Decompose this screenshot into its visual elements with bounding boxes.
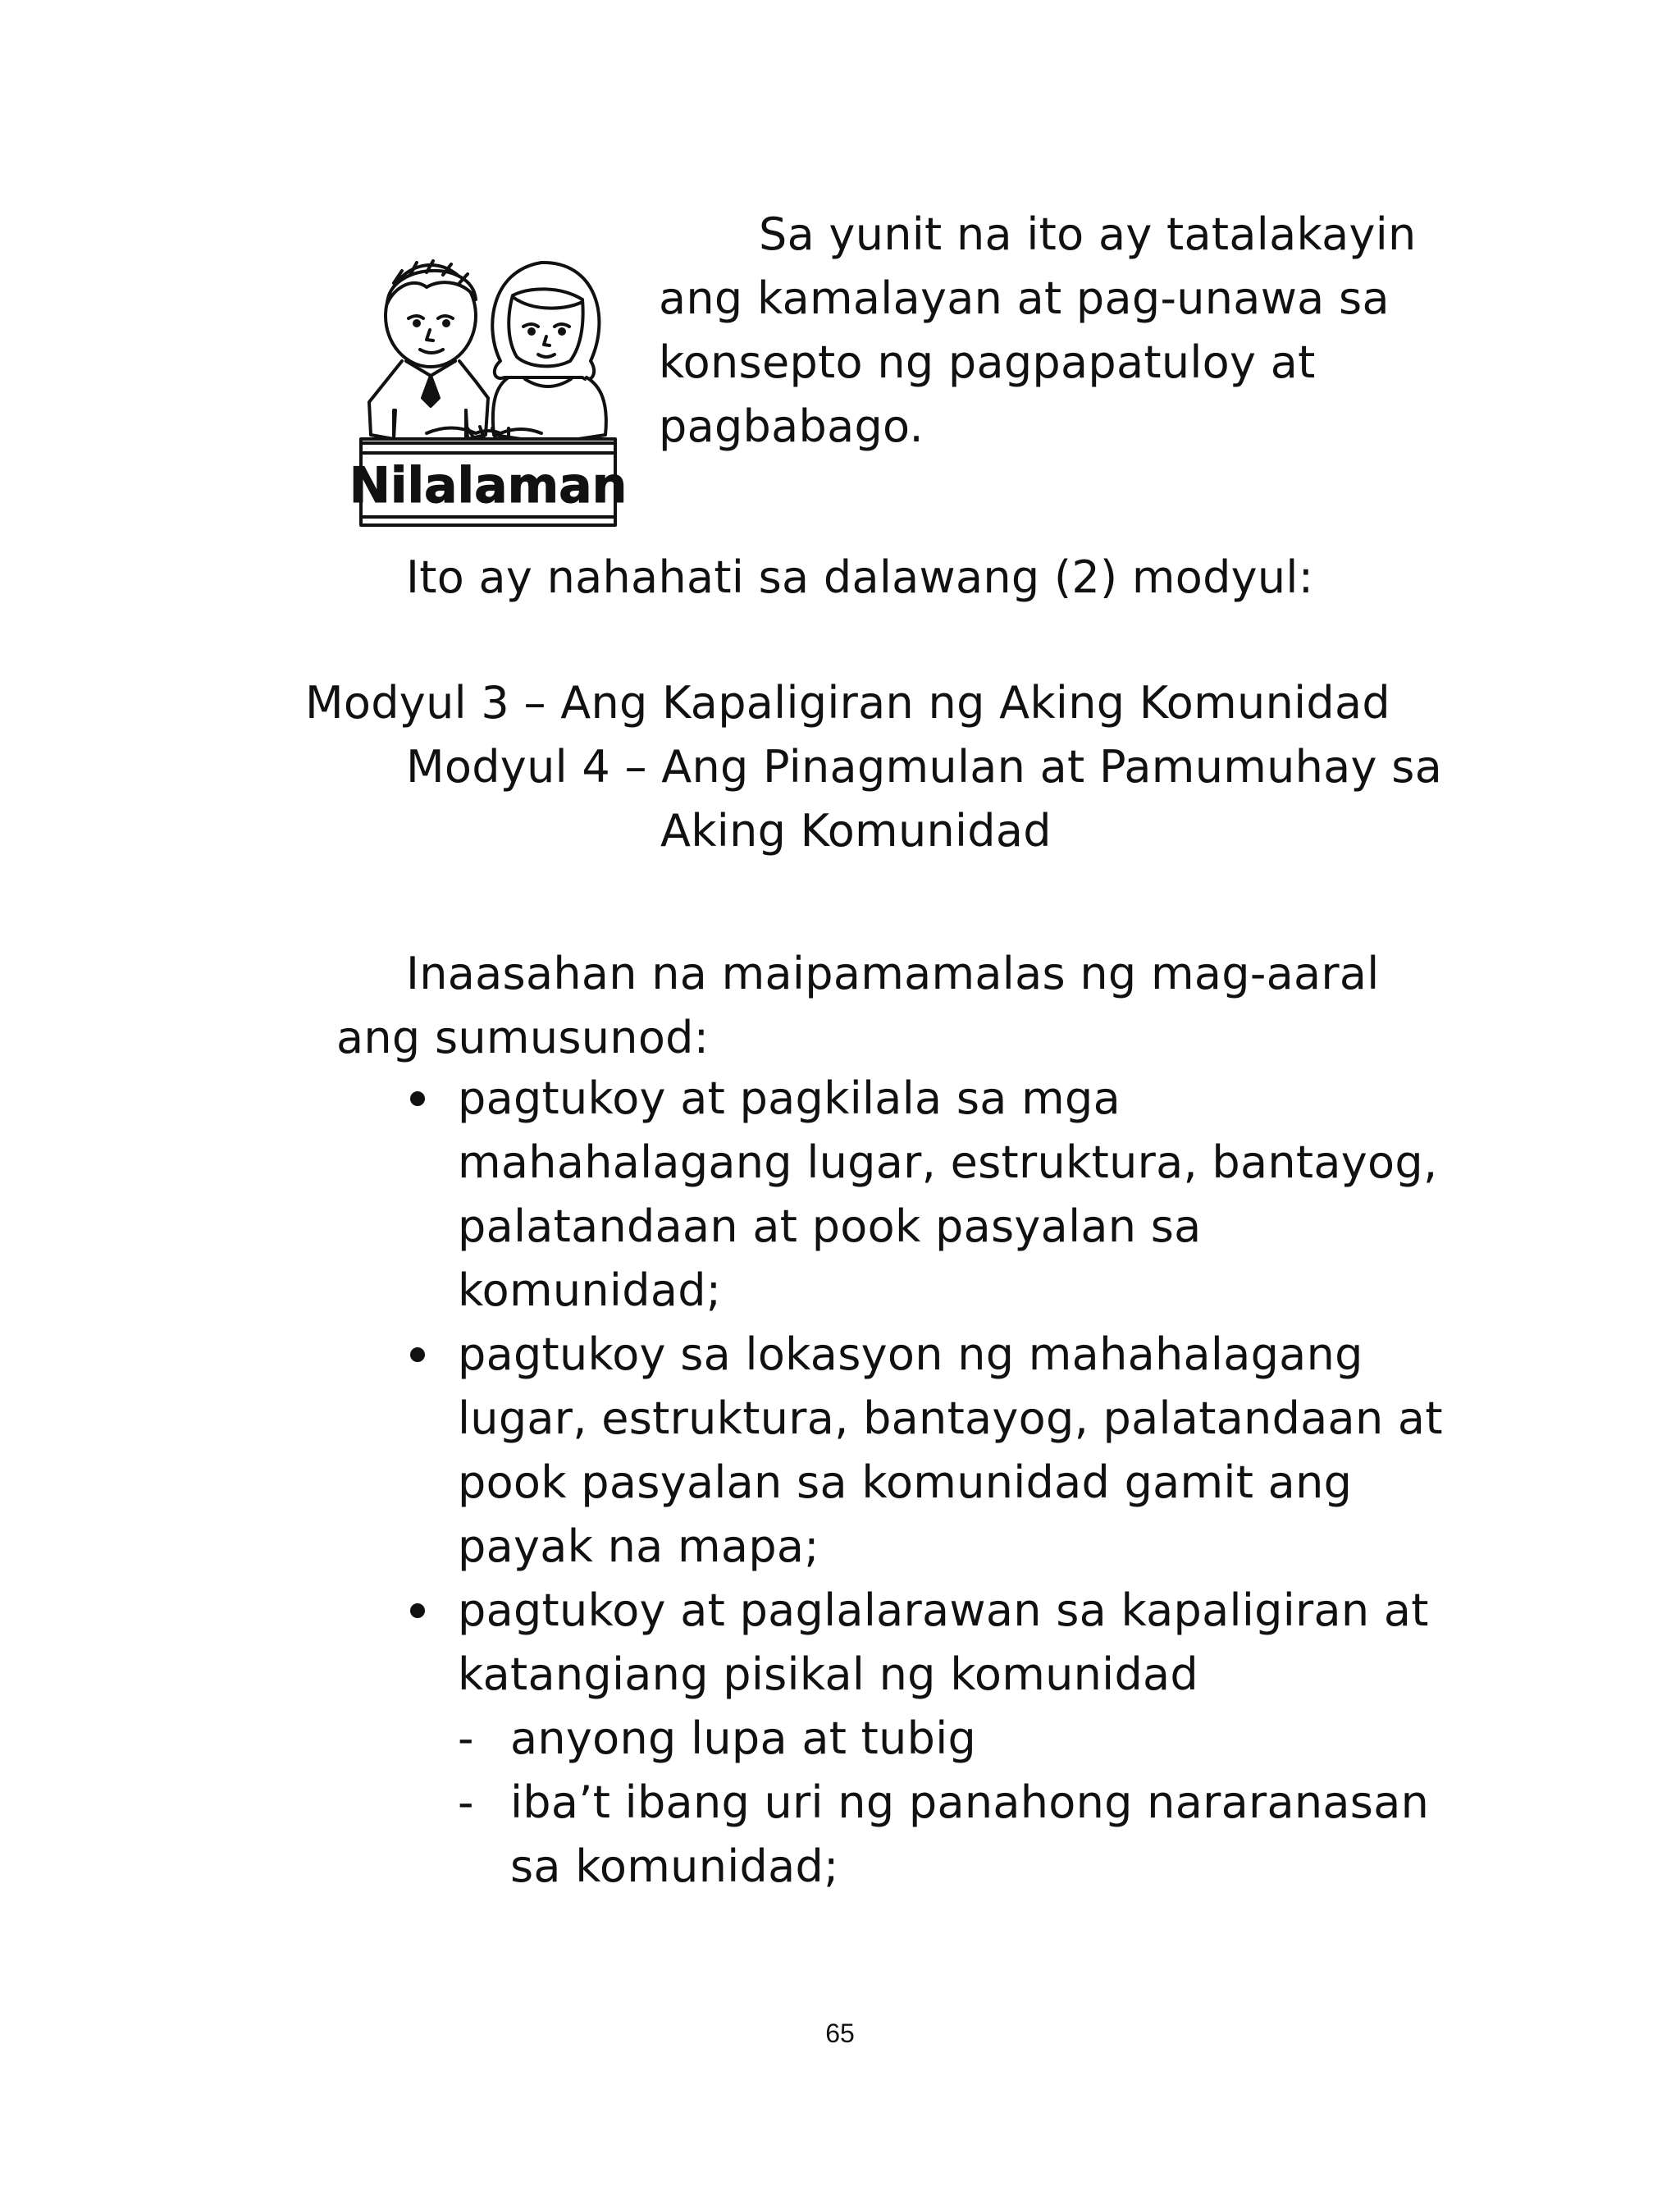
subitem-2-line-1: iba’t ibang uri ng panahong nararanasan	[510, 1776, 1430, 1828]
bullet-1-line-3: palatandaan at pook pasyalan sa	[458, 1200, 1202, 1252]
division-text: Ito ay nahahati sa dalawang (2) modyul:	[406, 551, 1314, 603]
page-number: 65	[825, 2019, 855, 2048]
subitem-1-line-1: anyong lupa at tubig	[510, 1712, 977, 1764]
intro-line-1: Sa yunit na ito ay tatalakayin	[759, 208, 1417, 260]
bullet-2-marker	[410, 1347, 425, 1362]
bullet-1-line-1: pagtukoy at pagkilala sa mga	[458, 1072, 1121, 1124]
nilalaman-logo-label: Nilalaman	[349, 457, 628, 514]
bullet-2-line-3: pook pasyalan sa komunidad gamit ang	[458, 1456, 1353, 1508]
intro-line-3: konsepto ng pagpapatuloy at	[659, 336, 1316, 388]
bullet-1-line-2: mahahalagang lugar, estruktura, bantayog,	[458, 1136, 1438, 1188]
bullet-1-marker	[410, 1091, 425, 1106]
intro-line-2: ang kamalayan at pag-unawa sa	[659, 272, 1390, 324]
module-4-title-continuation: Aking Komunidad	[660, 805, 1052, 857]
subitem-1-marker: -	[458, 1712, 474, 1764]
bullet-3-marker	[410, 1603, 425, 1618]
bullet-3-line-1: pagtukoy at paglalarawan sa kapaligiran at	[458, 1584, 1429, 1636]
intro-line-4: pagbabago.	[659, 400, 924, 452]
subitem-2-marker: -	[458, 1776, 474, 1828]
bullet-3-line-2: katangiang pisikal ng komunidad	[458, 1648, 1198, 1700]
bullet-2-line-4: payak na mapa;	[458, 1520, 819, 1572]
module-4-title: Modyul 4 – Ang Pinagmulan at Pamumuhay sa	[406, 741, 1443, 793]
bullet-2-line-2: lugar, estruktura, bantayog, palatandaan at	[458, 1392, 1443, 1444]
expectations-line-2: ang sumusunod:	[336, 1012, 710, 1063]
expectations-line-1: Inaasahan na maipamamalas ng mag-aaral	[406, 948, 1380, 999]
module-3-title: Modyul 3 – Ang Kapaligiran ng Aking Komunidad	[305, 677, 1390, 729]
nilalaman-children-illustration	[345, 238, 632, 542]
bullet-2-line-1: pagtukoy sa lokasyon ng mahahalagang	[458, 1328, 1363, 1380]
subitem-2-line-2: sa komunidad;	[510, 1840, 839, 1892]
bullet-1-line-4: komunidad;	[458, 1264, 722, 1316]
